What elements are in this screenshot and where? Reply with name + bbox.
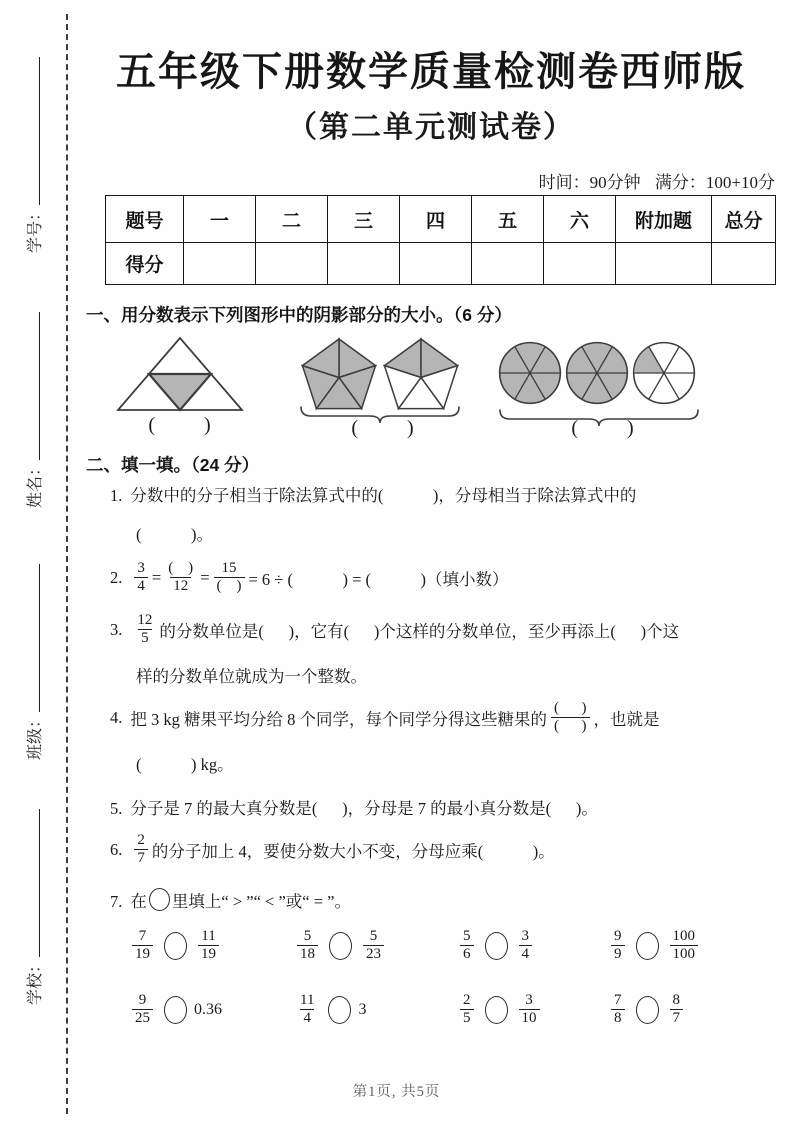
numerator: 3 xyxy=(525,992,533,1008)
section1-heading: 一、用分数表示下列图形中的阴影部分的大小。（6 分） xyxy=(86,305,512,325)
denominator: ( ) xyxy=(214,577,245,595)
numerator: 15 xyxy=(221,560,237,576)
numerator: ( ) xyxy=(554,700,587,716)
school-field xyxy=(22,809,45,1005)
question-text: 的分子加上 4，要使分数大小不变，分母应乘( )。 xyxy=(151,841,555,861)
question-2 xyxy=(110,560,776,596)
question-5 xyxy=(110,795,776,819)
denominator: 19 xyxy=(132,945,153,963)
question-3 xyxy=(110,612,776,687)
question-number: 1. xyxy=(110,486,123,505)
fraction xyxy=(460,928,474,964)
fraction xyxy=(214,560,245,596)
numerator: 9 xyxy=(138,992,147,1008)
fraction xyxy=(670,928,699,964)
score-cell xyxy=(256,243,328,285)
fraction xyxy=(297,928,318,964)
fraction xyxy=(134,832,148,868)
denominator: 18 xyxy=(297,945,318,963)
question-number: 6. xyxy=(110,839,123,859)
fraction xyxy=(198,928,219,964)
header-cell: 总分 xyxy=(712,196,776,243)
name-blank-line xyxy=(23,312,40,460)
denominator: 5 xyxy=(460,1009,474,1027)
header-cell: 四 xyxy=(400,196,472,243)
comparison-item xyxy=(607,928,702,964)
class-label: 班级： xyxy=(27,711,44,760)
header-cell: 二 xyxy=(256,196,328,243)
page-number: 第1页, 共5页 xyxy=(352,1084,441,1100)
school-label: 学校： xyxy=(27,956,44,1005)
numerator: 2 xyxy=(137,832,145,848)
denominator: 7 xyxy=(670,1009,684,1027)
score-cell xyxy=(184,243,256,285)
exam-time: 时间：90分钟 xyxy=(538,173,641,192)
exam-full-score: 满分：100+10分 xyxy=(654,173,775,192)
fraction xyxy=(611,992,625,1028)
page-title: 五年级下册数学质量检测卷西师版 xyxy=(116,49,746,94)
numerator: 3 xyxy=(137,560,145,576)
question-4 xyxy=(110,700,776,775)
denominator: 8 xyxy=(611,1009,625,1027)
numerator: 5 xyxy=(303,928,312,944)
header-cell: 三 xyxy=(328,196,400,243)
fraction xyxy=(551,700,590,736)
comparison-circle xyxy=(636,932,659,960)
header-cell: 一 xyxy=(184,196,256,243)
score-table-score-row xyxy=(106,243,776,285)
numerator: 11 xyxy=(201,928,216,944)
denominator: 12 xyxy=(170,577,191,595)
question-4-line1 xyxy=(110,700,776,736)
header-cell: 附加题 xyxy=(616,196,712,243)
student-id-blank-line xyxy=(23,57,40,205)
question-text: 的分数单位是( )，它有( )个这样的分数单位，至少再添上( )个这 xyxy=(159,621,680,641)
question-number: 5. xyxy=(110,799,123,818)
numerator: 8 xyxy=(672,992,680,1008)
fraction xyxy=(611,928,625,964)
denominator: 5 xyxy=(138,629,152,647)
fraction xyxy=(460,992,474,1028)
denominator: 4 xyxy=(134,577,148,595)
question-text: ，也就是 xyxy=(593,709,660,729)
comparison-circle xyxy=(485,996,508,1024)
comparison-item xyxy=(128,928,223,964)
school-blank-line xyxy=(23,809,40,957)
numerator: 2 xyxy=(463,992,471,1008)
comparison-circle xyxy=(485,932,508,960)
question-text: 在 xyxy=(130,892,147,911)
fraction xyxy=(363,928,384,964)
comparison-item xyxy=(456,928,536,964)
binding-dashed-line xyxy=(66,14,68,1114)
student-id-label: 学号： xyxy=(27,204,44,253)
denominator: 4 xyxy=(300,1009,314,1027)
figure-answer-blank: ( ) xyxy=(148,414,212,436)
figure-answer-blank: ( ) xyxy=(351,417,415,439)
equals-sign: = xyxy=(200,567,210,587)
fraction xyxy=(670,992,684,1028)
numerator: ( ) xyxy=(168,560,194,576)
numerator: 3 xyxy=(521,928,529,944)
equals-sign: = xyxy=(151,567,162,587)
fraction xyxy=(132,992,153,1028)
numerator: 7 xyxy=(614,992,622,1008)
question-6 xyxy=(110,832,776,868)
triangle-figure xyxy=(110,330,250,416)
denominator: 6 xyxy=(460,945,474,963)
question-7 xyxy=(110,888,776,912)
comparison-item xyxy=(293,992,366,1028)
fraction xyxy=(134,560,148,596)
denominator: 25 xyxy=(132,1009,153,1027)
fraction xyxy=(134,612,155,648)
score-cell xyxy=(616,243,712,285)
question-3-line1 xyxy=(110,612,776,648)
circle-figure-partial xyxy=(631,340,697,406)
numerator: 100 xyxy=(672,928,695,944)
class-field xyxy=(22,564,45,760)
integer-value: 3 xyxy=(358,1000,367,1018)
comparison-item xyxy=(456,992,544,1028)
decimal-value: 0.36 xyxy=(194,1000,222,1018)
score-table-header-row xyxy=(106,196,776,243)
name-field xyxy=(22,312,45,508)
question-1 xyxy=(110,482,776,545)
score-cell xyxy=(712,243,776,285)
fraction xyxy=(519,928,533,964)
fraction xyxy=(297,992,317,1028)
score-row-label: 得分 xyxy=(106,243,184,285)
header-cell: 题号 xyxy=(106,196,184,243)
numerator: 5 xyxy=(463,928,471,944)
comparison-item xyxy=(128,992,222,1028)
comparison-item xyxy=(607,992,687,1028)
score-table xyxy=(105,195,776,285)
comparison-item xyxy=(293,928,388,964)
numerator: 12 xyxy=(137,612,153,628)
comparison-circle xyxy=(164,932,187,960)
exam-meta xyxy=(529,168,775,193)
denominator: ( ) xyxy=(551,717,590,735)
denominator: 100 xyxy=(670,945,699,963)
score-cell xyxy=(328,243,400,285)
comparison-circle xyxy=(636,996,659,1024)
circle-figure-shaded-1 xyxy=(497,340,563,406)
denominator: 10 xyxy=(519,1009,540,1027)
student-id-field xyxy=(22,57,45,253)
fraction xyxy=(132,928,153,964)
comparison-circle xyxy=(328,996,351,1024)
denominator: 7 xyxy=(134,849,148,867)
score-cell xyxy=(400,243,472,285)
question-1-line2: ( )。 xyxy=(136,525,213,544)
denominator: 23 xyxy=(363,945,384,963)
question-number: 7. xyxy=(110,892,123,911)
question-4-line2: ( ) kg。 xyxy=(136,754,234,774)
question-text: 分子是 7 的最大真分数是( )，分母是 7 的最小真分数是( )。 xyxy=(130,799,598,818)
numerator: 9 xyxy=(614,928,622,944)
score-cell xyxy=(472,243,544,285)
numerator: 7 xyxy=(138,928,147,944)
header-cell: 六 xyxy=(544,196,616,243)
header-cell: 五 xyxy=(472,196,544,243)
question-number: 3. xyxy=(110,619,123,639)
page-subtitle: （第二单元测试卷） xyxy=(287,111,575,144)
fraction xyxy=(519,992,540,1028)
fraction xyxy=(165,560,196,596)
question-3-line2: 样的分数单位就成为一个整数。 xyxy=(136,666,367,686)
question-text: 把 3 kg 糖果平均分给 8 个同学，每个同学分得这些糖果的 xyxy=(130,709,547,729)
question-number: 2. xyxy=(110,567,123,587)
name-label: 姓名： xyxy=(27,459,44,508)
comparison-circle xyxy=(164,996,187,1024)
section2-heading: 二、填一填。（24 分） xyxy=(86,455,260,475)
numerator: 11 xyxy=(300,992,315,1008)
figure-answer-blank: ( ) xyxy=(571,417,635,439)
question-text: 分数中的分子相当于除法算式中的( )，分母相当于除法算式中的 xyxy=(130,486,637,505)
denominator: 4 xyxy=(519,945,533,963)
question-text: 里填上“ > ”“ < ”或“ = ”。 xyxy=(171,892,351,911)
class-blank-line xyxy=(23,564,40,712)
comparison-circle xyxy=(329,932,352,960)
denominator: 9 xyxy=(611,945,625,963)
question-1-line1 xyxy=(110,482,776,506)
numerator: 5 xyxy=(369,928,378,944)
denominator: 19 xyxy=(198,945,219,963)
question-text: = 6 ÷ ( ) = ( )（填小数） xyxy=(248,569,509,589)
score-cell xyxy=(544,243,616,285)
question-number: 4. xyxy=(110,707,123,727)
fill-circle-icon xyxy=(149,888,170,911)
circle-figure-shaded-2 xyxy=(564,340,630,406)
